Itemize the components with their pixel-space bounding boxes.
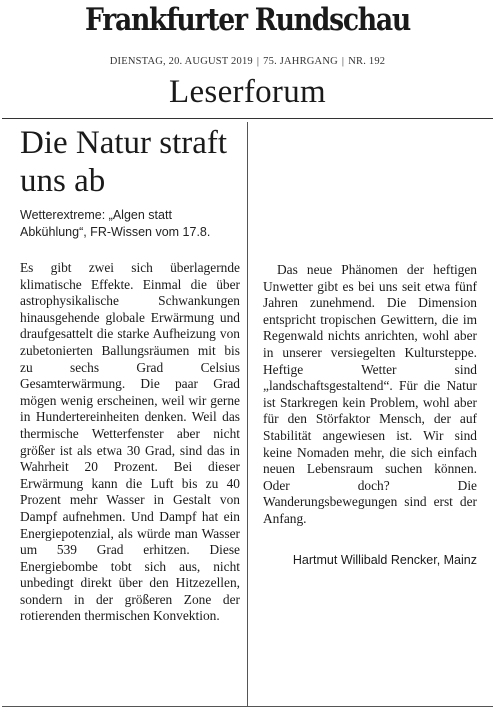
bottom-rule	[2, 706, 493, 707]
article-headline: Die Natur straft uns ab	[20, 125, 228, 199]
column-divider	[247, 122, 248, 707]
section-title: Leserforum	[169, 74, 326, 110]
issue-number: NR. 192	[348, 56, 386, 67]
article-column-right	[263, 262, 477, 528]
article-column-left	[20, 260, 240, 625]
dateline-separator: |	[341, 56, 345, 67]
article-reference: Wetterextreme: „Algen statt Abkühlung“, FR-Wissen vom 17.8.	[20, 208, 211, 239]
dateline	[0, 56, 495, 67]
newspaper-masthead: Frankfurter Rundschau	[85, 2, 410, 38]
article-paragraph: Das neue Phänomen der heftigen Unwetter gibt es bei uns seit etwa fünf Jahren zunehmend. Die Dimension entspricht tropischen Gewittern, die im Regenwald nichts anrichten, wohl aber in unserer versiegelten Kultursteppe. Heftige Wetter sind „landschaftsgestaltend“. Für die Natur ist Starkregen kein Problem, wohl aber für den Störfaktor Mensch, der auf Stabilität angewiesen ist. Wir sind keine Nomaden mehr, die sich einfach neuen Lebensraum suchen können. Oder doch? Die Wanderungsbewegungen sind erst der Anfang.	[263, 262, 477, 526]
volume-number: 75. JAHRGANG	[263, 56, 338, 67]
dateline-separator: |	[256, 56, 260, 67]
top-rule	[2, 118, 493, 119]
issue-date: DIENSTAG, 20. AUGUST 2019	[109, 56, 253, 67]
article-paragraph: Es gibt zwei sich überlagernde klimatische Effekte. Einmal die über astrophysikalische Schwankungen hinausgehende globale Erwärmung und draufgesattelt die starke Aufheizung von zubetonierten Ballungsräumen mit bis zu sechs Grad Celsius Gesamterwärmung. Die paar Grad mögen wenig erscheinen, weil wir gerne in Hundertereinheiten denken. Weil das thermische Wetterfenster aber nicht größer ist als etwa 30 Grad, sind das in Wahrheit 20 Prozent. Bei dieser Erwärmung kann die Luft bis zu 40 Prozent mehr Wasser in Gestalt von Dampf aufnehmen. Und Dampf hat ein Energiepotenzial, als würde man Wasser um 539 Grad erhitzen. Diese Energiebombe tobt sich aus, nicht unbedingt direkt über den Hitzezellen, sondern in der größeren Zone der rotierenden thermischen Konvektion.	[20, 260, 240, 624]
author-signature: Hartmut Willibald Rencker, Mainz	[292, 553, 477, 567]
